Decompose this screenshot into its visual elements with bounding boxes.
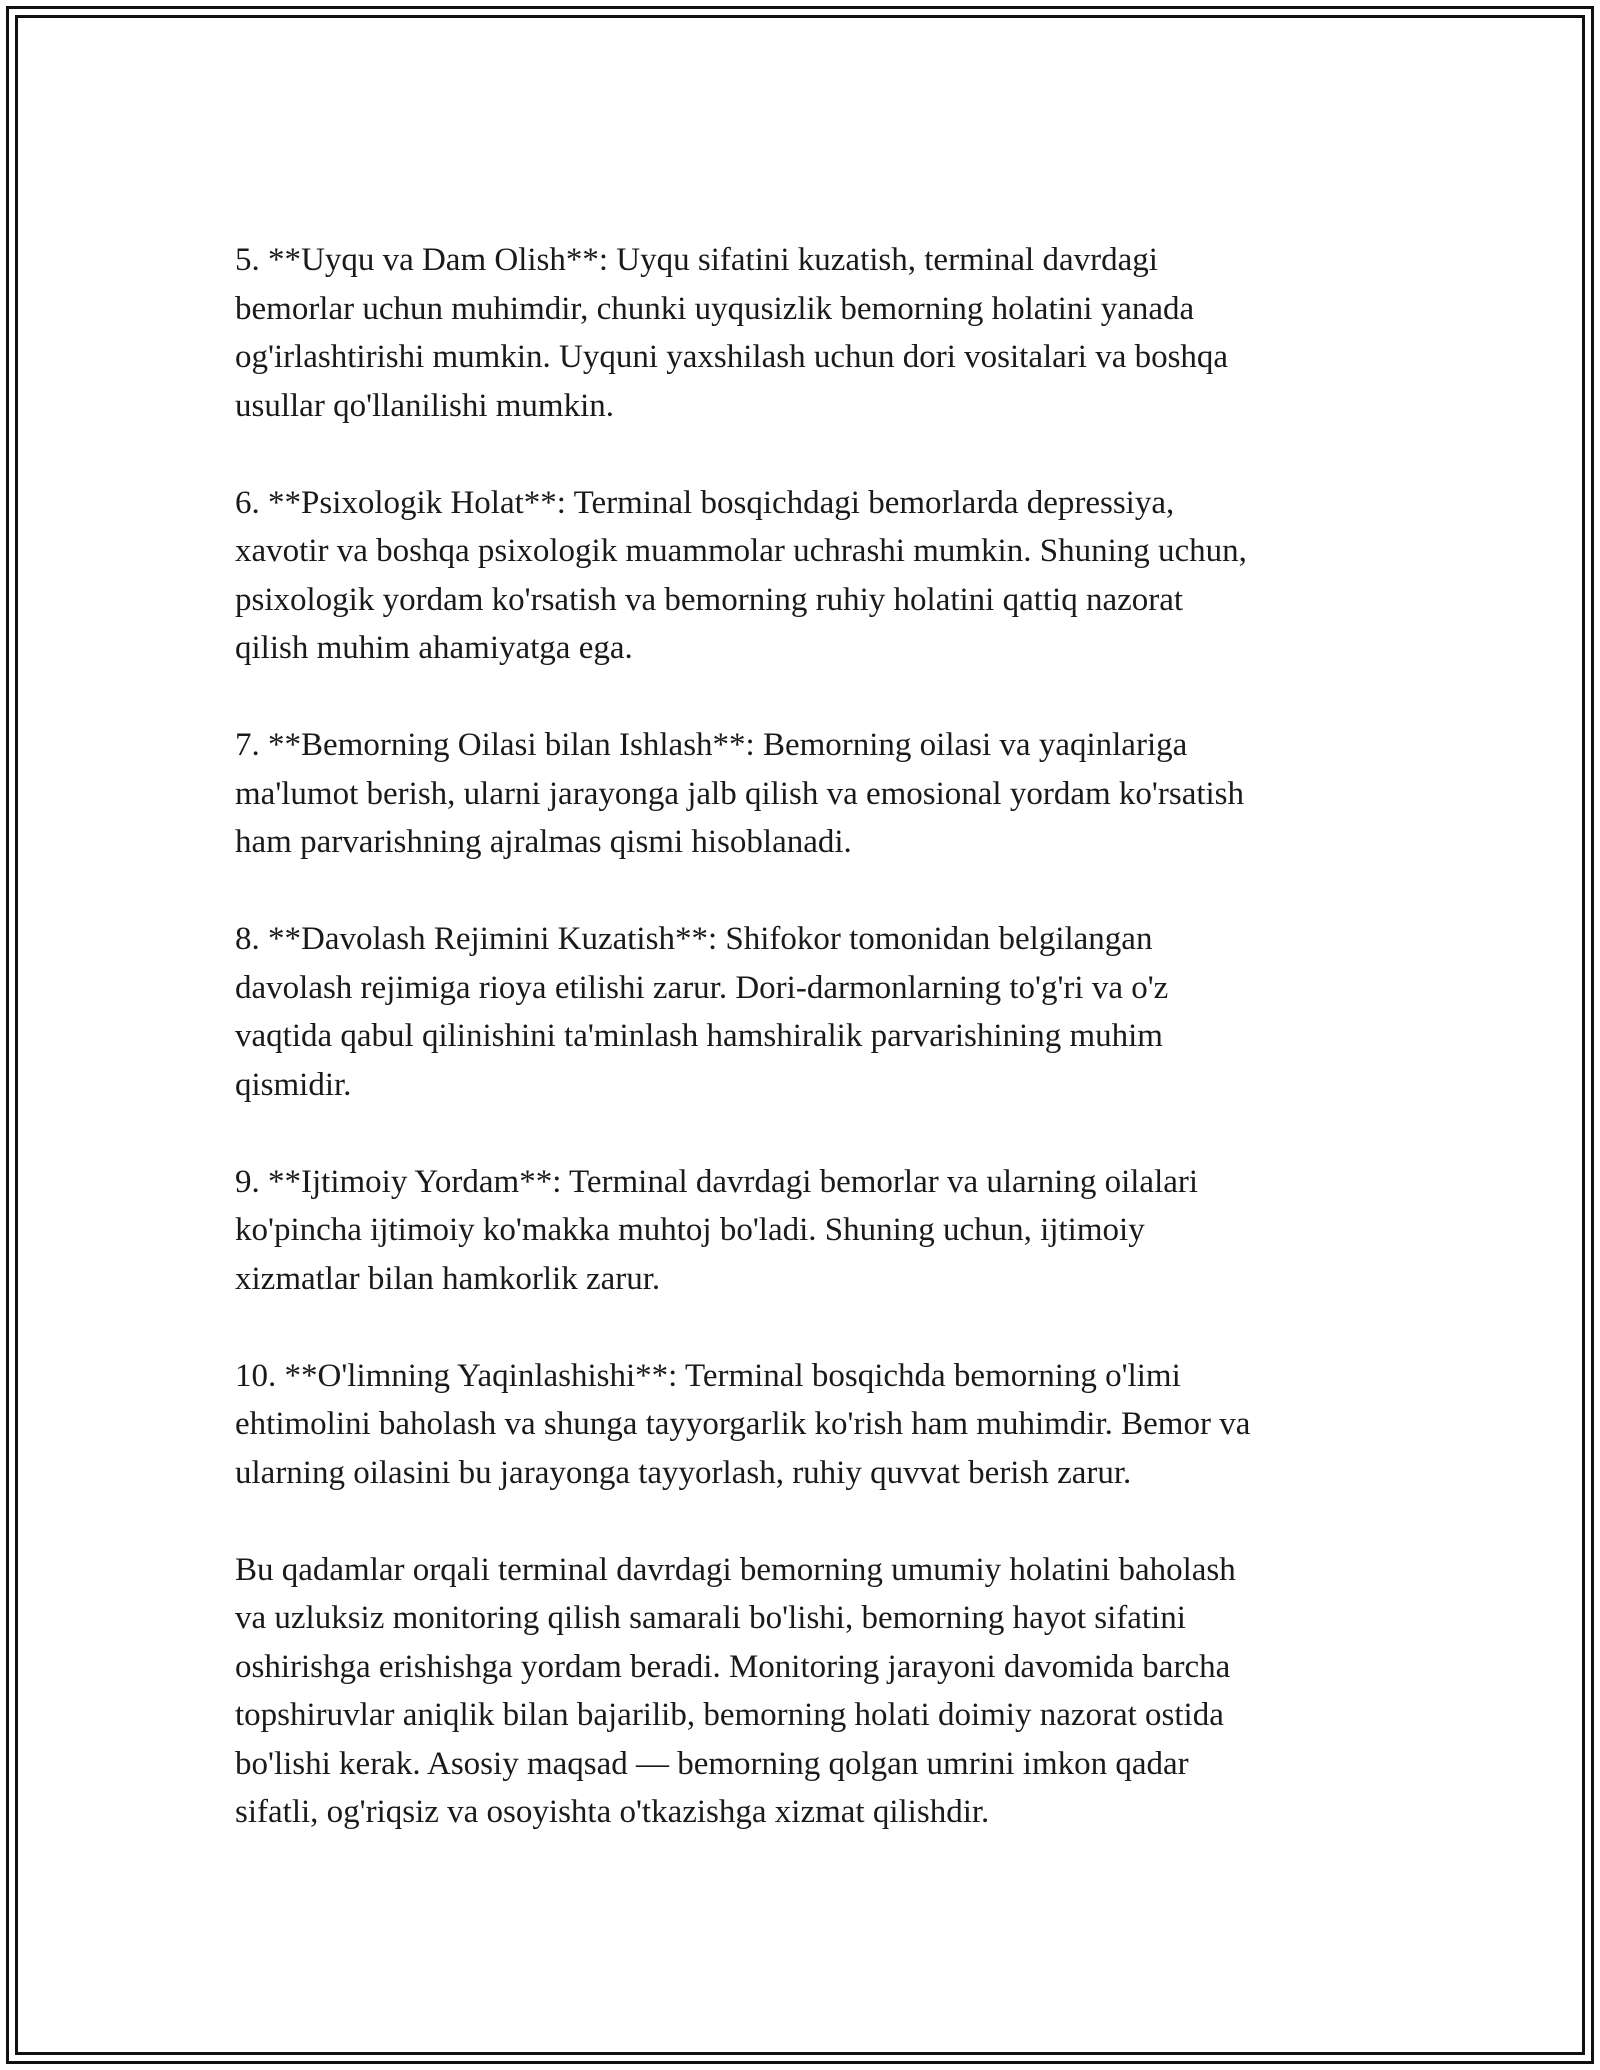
item-family-work: 7. **Bemorning Oilasi bilan Ishlash**: Bemorning oilasi va yaqinlariga ma'lumot berish, ularni jarayonga jalb qilish va emosional yordam ko'rsatish ham parvarishning ajralmas qismi hisoblanadi. xyxy=(235,727,1245,860)
item-psychological-state: 6. **Psixologik Holat**: Terminal bosqichdagi bemorlarda depressiya, xavotir va boshqa psixologik muammolar uchrashi mumkin. Shuning uchun, psixologik yordam ko'rsatish va bemorning ruhiy holatini qattiq nazorat qilish muhim ahamiyatga ega. xyxy=(235,484,1247,666)
document-body xyxy=(235,236,1375,1837)
item-sleep-and-rest: 5. **Uyqu va Dam Olish**: Uyqu sifatini kuzatish, terminal davrdagi bemorlar uchun muhimdir, chunki uyqusizlik bemorning holatini yanada og'irlashtirishi mumkin. Uyquni yaxshilash uchun dori vositalari va boshqa usullar qo'llanilishi mumkin. xyxy=(235,242,1229,424)
conclusion-paragraph: Bu qadamlar orqali terminal davrdagi bemorning umumiy holatini baholash va uzluksiz monitoring qilish samarali bo'lishi, bemorning hayot sifatini oshirishga erishishga yordam beradi. Monitoring jarayoni davomida barcha topshiruvlar aniqlik bilan bajarilib, bemorning holati doimiy nazorat ostida bo'lishi kerak. Asosiy maqsad — bemorning qolgan umrini imkon qadar sifatli, og'riqsiz va osoyishta o'tkazishga xizmat qilishdir. xyxy=(235,1551,1236,1830)
item-social-support: 9. **Ijtimoiy Yordam**: Terminal davrdagi bemorlar va ularning oilalari ko'pincha ijtimoiy ko'makka muhtoj bo'ladi. Shuning uchun, ijtimoiy xizmatlar bilan hamkorlik zarur. xyxy=(235,1163,1199,1297)
item-treatment-regimen: 8. **Davolash Rejimini Kuzatish**: Shifokor tomonidan belgilangan davolash rejimiga rioya etilishi zarur. Dori-darmonlarning to'g'ri va o'z vaqtida qabul qilinishini ta'minlash hamshiralik parvarishining muhim qismidir. xyxy=(235,921,1169,1103)
item-approaching-death: 10. **O'limning Yaqinlashishi**: Terminal bosqichda bemorning o'limi ehtimolini baholash va shunga tayyorgarlik ko'rish ham muhimdir. Bemor va ularning oilasini bu jarayonga tayyorlash, ruhiy quvvat berish zarur. xyxy=(235,1357,1251,1491)
